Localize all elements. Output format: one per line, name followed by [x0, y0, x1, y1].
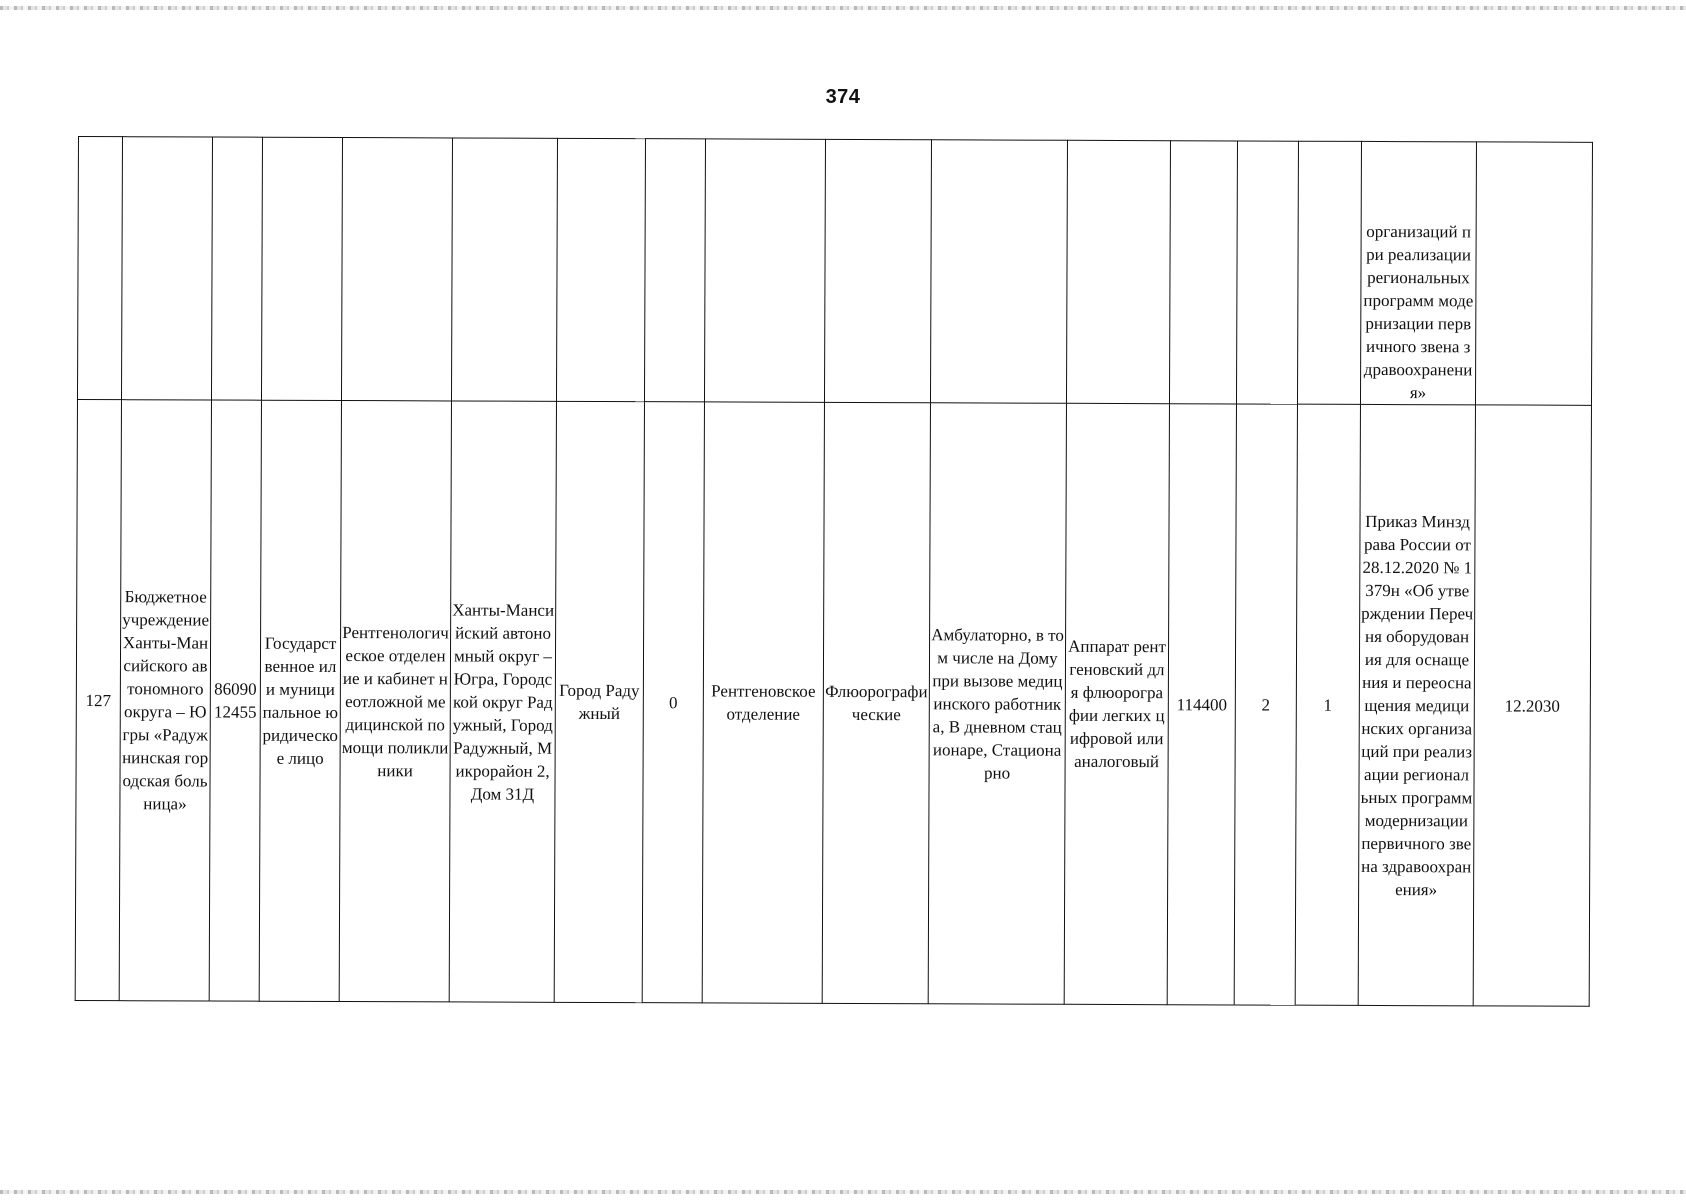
cell-equipment-code [1167, 404, 1236, 1005]
equipment-code: 114400 [1176, 694, 1228, 714]
cell-empty [556, 138, 645, 401]
cell-zero [642, 402, 704, 1003]
address: Ханты-Мансийский автономный округ – Югра, Городской округ Радужный, Город Радужный, Микрорайон 2, Дом 31Д [452, 599, 555, 804]
unit-name: Рентгеновское отделение [711, 681, 816, 724]
due-date: 12.2030 [1504, 695, 1560, 716]
cell-empty [1236, 141, 1298, 404]
legal-form: Государственное или муниципальное юридическое лицо [262, 633, 338, 768]
cell-empty [261, 137, 342, 400]
cell-empty [1475, 142, 1592, 405]
row-index: 127 [85, 690, 112, 710]
cell-equipment [1064, 403, 1169, 1004]
cell-address [449, 401, 556, 1002]
cell-settlement [554, 401, 644, 1002]
department-name: Рентгенологическое отделение и кабинет неотложной медицинской помощи поликлиники [341, 622, 449, 780]
registry-table [75, 136, 1593, 1007]
care-conditions: Амбулаторно, в том числе на Дому при вызове медицинского работника, В дневном стационаре, Стационарно [931, 624, 1064, 783]
quantity-b: 1 [1323, 695, 1333, 715]
cell-empty [211, 137, 262, 400]
cell-empty [121, 137, 212, 400]
cell-empty [1169, 141, 1237, 404]
table-row [75, 399, 1591, 1006]
table-row-continuation [77, 137, 1592, 406]
cell-document-continuation [1360, 141, 1476, 404]
cell-empty [704, 139, 825, 402]
cell-quantity-b [1295, 404, 1360, 1005]
cell-department [339, 401, 451, 1002]
document-continuation-text: организаций при реализации региональных программ модернизации первичного звена здравоохранения» [1363, 221, 1474, 403]
quantity-a: 2 [1261, 695, 1271, 715]
settlement: Город Радужный [559, 680, 640, 724]
cell-index [75, 399, 121, 1000]
service-type: Флюорографические [825, 681, 928, 725]
cell-code [209, 400, 261, 1001]
cell-empty [1066, 140, 1170, 403]
cell-organization [119, 400, 211, 1001]
cell-type [822, 402, 930, 1003]
cell-empty [644, 139, 705, 402]
cell-legal-form [259, 400, 341, 1001]
cell-conditions [928, 403, 1066, 1005]
regulatory-document: Приказ Минздрава России от 28.12.2020 № 1379н «Об утверждении Перечня оборудования для оснащения и переоснащения медицинских организаций при реализации региональных программ модернизации первичного звена здравоохранения» [1360, 511, 1474, 899]
cell-empty [930, 140, 1067, 404]
zero-value: 0 [669, 692, 678, 712]
cell-empty [341, 138, 452, 401]
cell-quantity-a [1234, 404, 1297, 1005]
organization-name: Бюджетное учреждение Ханты-Мансийского автономного округа – Югры «Радужнинская городская больница» [122, 587, 210, 814]
cell-empty [824, 139, 931, 402]
cell-empty [451, 138, 557, 401]
organization-code: 8609012455 [214, 679, 257, 722]
cell-document [1358, 404, 1475, 1005]
cell-unit [702, 402, 824, 1003]
cell-empty [77, 137, 122, 400]
cell-empty [1297, 141, 1361, 404]
equipment-name: Аппарат рентгеновский для флюорографии легких цифровой или аналоговый [1068, 636, 1167, 772]
scan-bottom-edge [0, 1190, 1686, 1194]
page-number: 374 [825, 86, 861, 108]
scan-top-edge [0, 6, 1686, 10]
cell-date [1473, 405, 1591, 1006]
